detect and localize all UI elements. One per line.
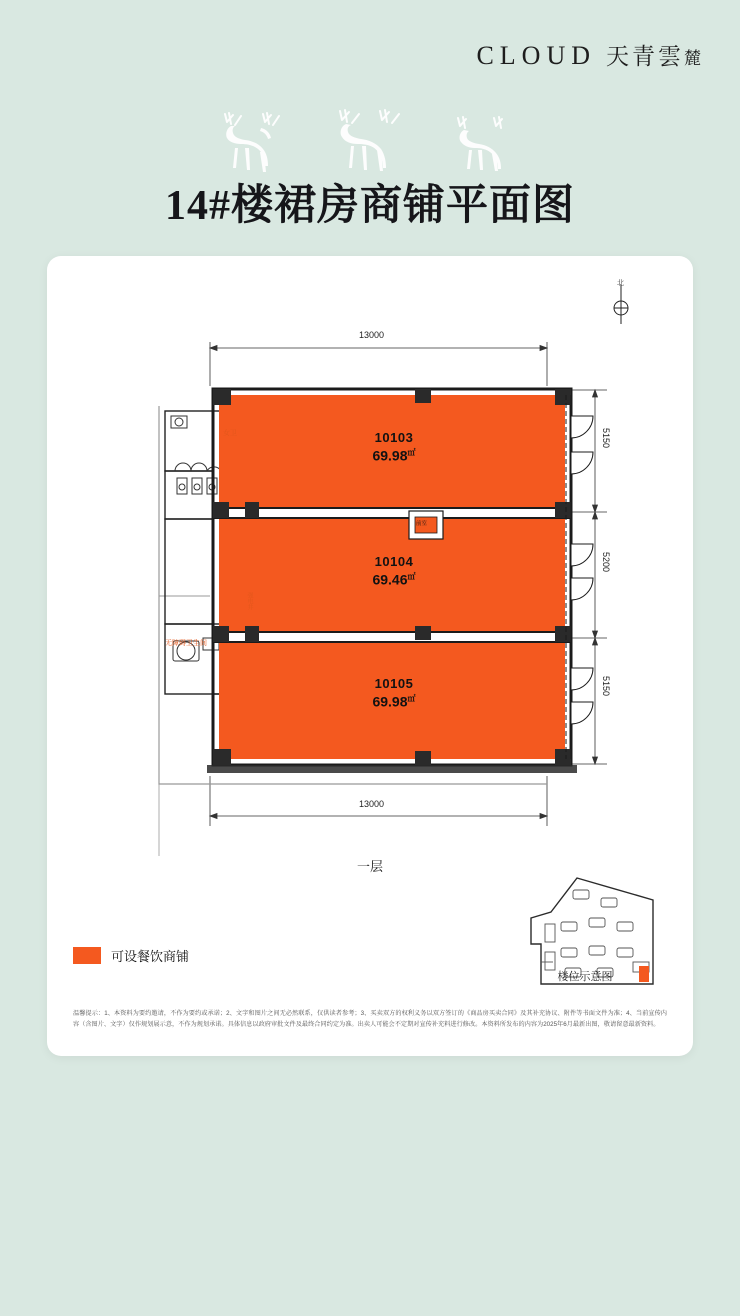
brand-chinese-text: 天青雲麓 [606, 44, 704, 69]
deer-ornament-group [0, 108, 740, 178]
unit-label-10103 [319, 430, 469, 464]
unit-code: 10105 [374, 676, 414, 691]
unit-code: 10104 [374, 554, 414, 569]
unit-area: 69.98㎡ [372, 693, 416, 710]
dimension-right-top: 5150 [601, 428, 611, 449]
room-label-female-wc: 女卫 [223, 430, 237, 437]
unit-label-10105 [319, 676, 469, 710]
unit-area: 69.98㎡ [372, 447, 416, 464]
floorplan-card [47, 256, 693, 1056]
key-plan-caption: 楼位示意图 [557, 971, 613, 983]
compass-label: 北 [617, 280, 624, 287]
room-label-electrical-shaft: 强电井 [246, 592, 252, 610]
disclaimer-text: 温馨提示：1、本资料为要约邀请，不作为要约或承诺；2、文字和图片之间无必然联系，仅供读者参考；3、买卖双方的权利义务以双方签订的《商品房买卖合同》及其补充协议、附件等书面文件为准；4、当前宣传内容（含图片、文字）仅作规划展示意，不作为规划承诺。具体信息以政府审批文件及最终合同约定为准。出卖人可能会不定期对宣传补充料进行修改。本资料所发布的内容为2025年6月最新出图，敬请留意最新资料。 [73, 1010, 667, 1029]
deer-icon-center [318, 108, 410, 178]
dimension-right-bottom: 5150 [601, 676, 611, 697]
floor-label: 一层 [356, 859, 383, 874]
legend-color-swatch [73, 947, 101, 964]
unit-area: 69.46㎡ [372, 571, 416, 588]
page-title: 14#楼裙房商铺平面图 [164, 183, 575, 229]
brand-logo [476, 38, 704, 71]
unit-label-10104 [319, 554, 469, 588]
legend-label: 可设餐饮商铺 [111, 949, 190, 964]
deer-icon-right [440, 116, 520, 178]
legend [73, 946, 189, 965]
room-label-accessible-wc: 无障碍卫生间 [165, 640, 207, 647]
dimension-top: 13000 [359, 330, 385, 340]
dimension-bottom: 13000 [359, 799, 385, 809]
deer-icon-left [205, 112, 291, 178]
room-label-lobby: 前室 [416, 521, 428, 527]
dimension-right-mid: 5200 [601, 552, 611, 573]
brand-latin-text: CLOUD [476, 41, 596, 70]
unit-code: 10103 [374, 430, 414, 445]
